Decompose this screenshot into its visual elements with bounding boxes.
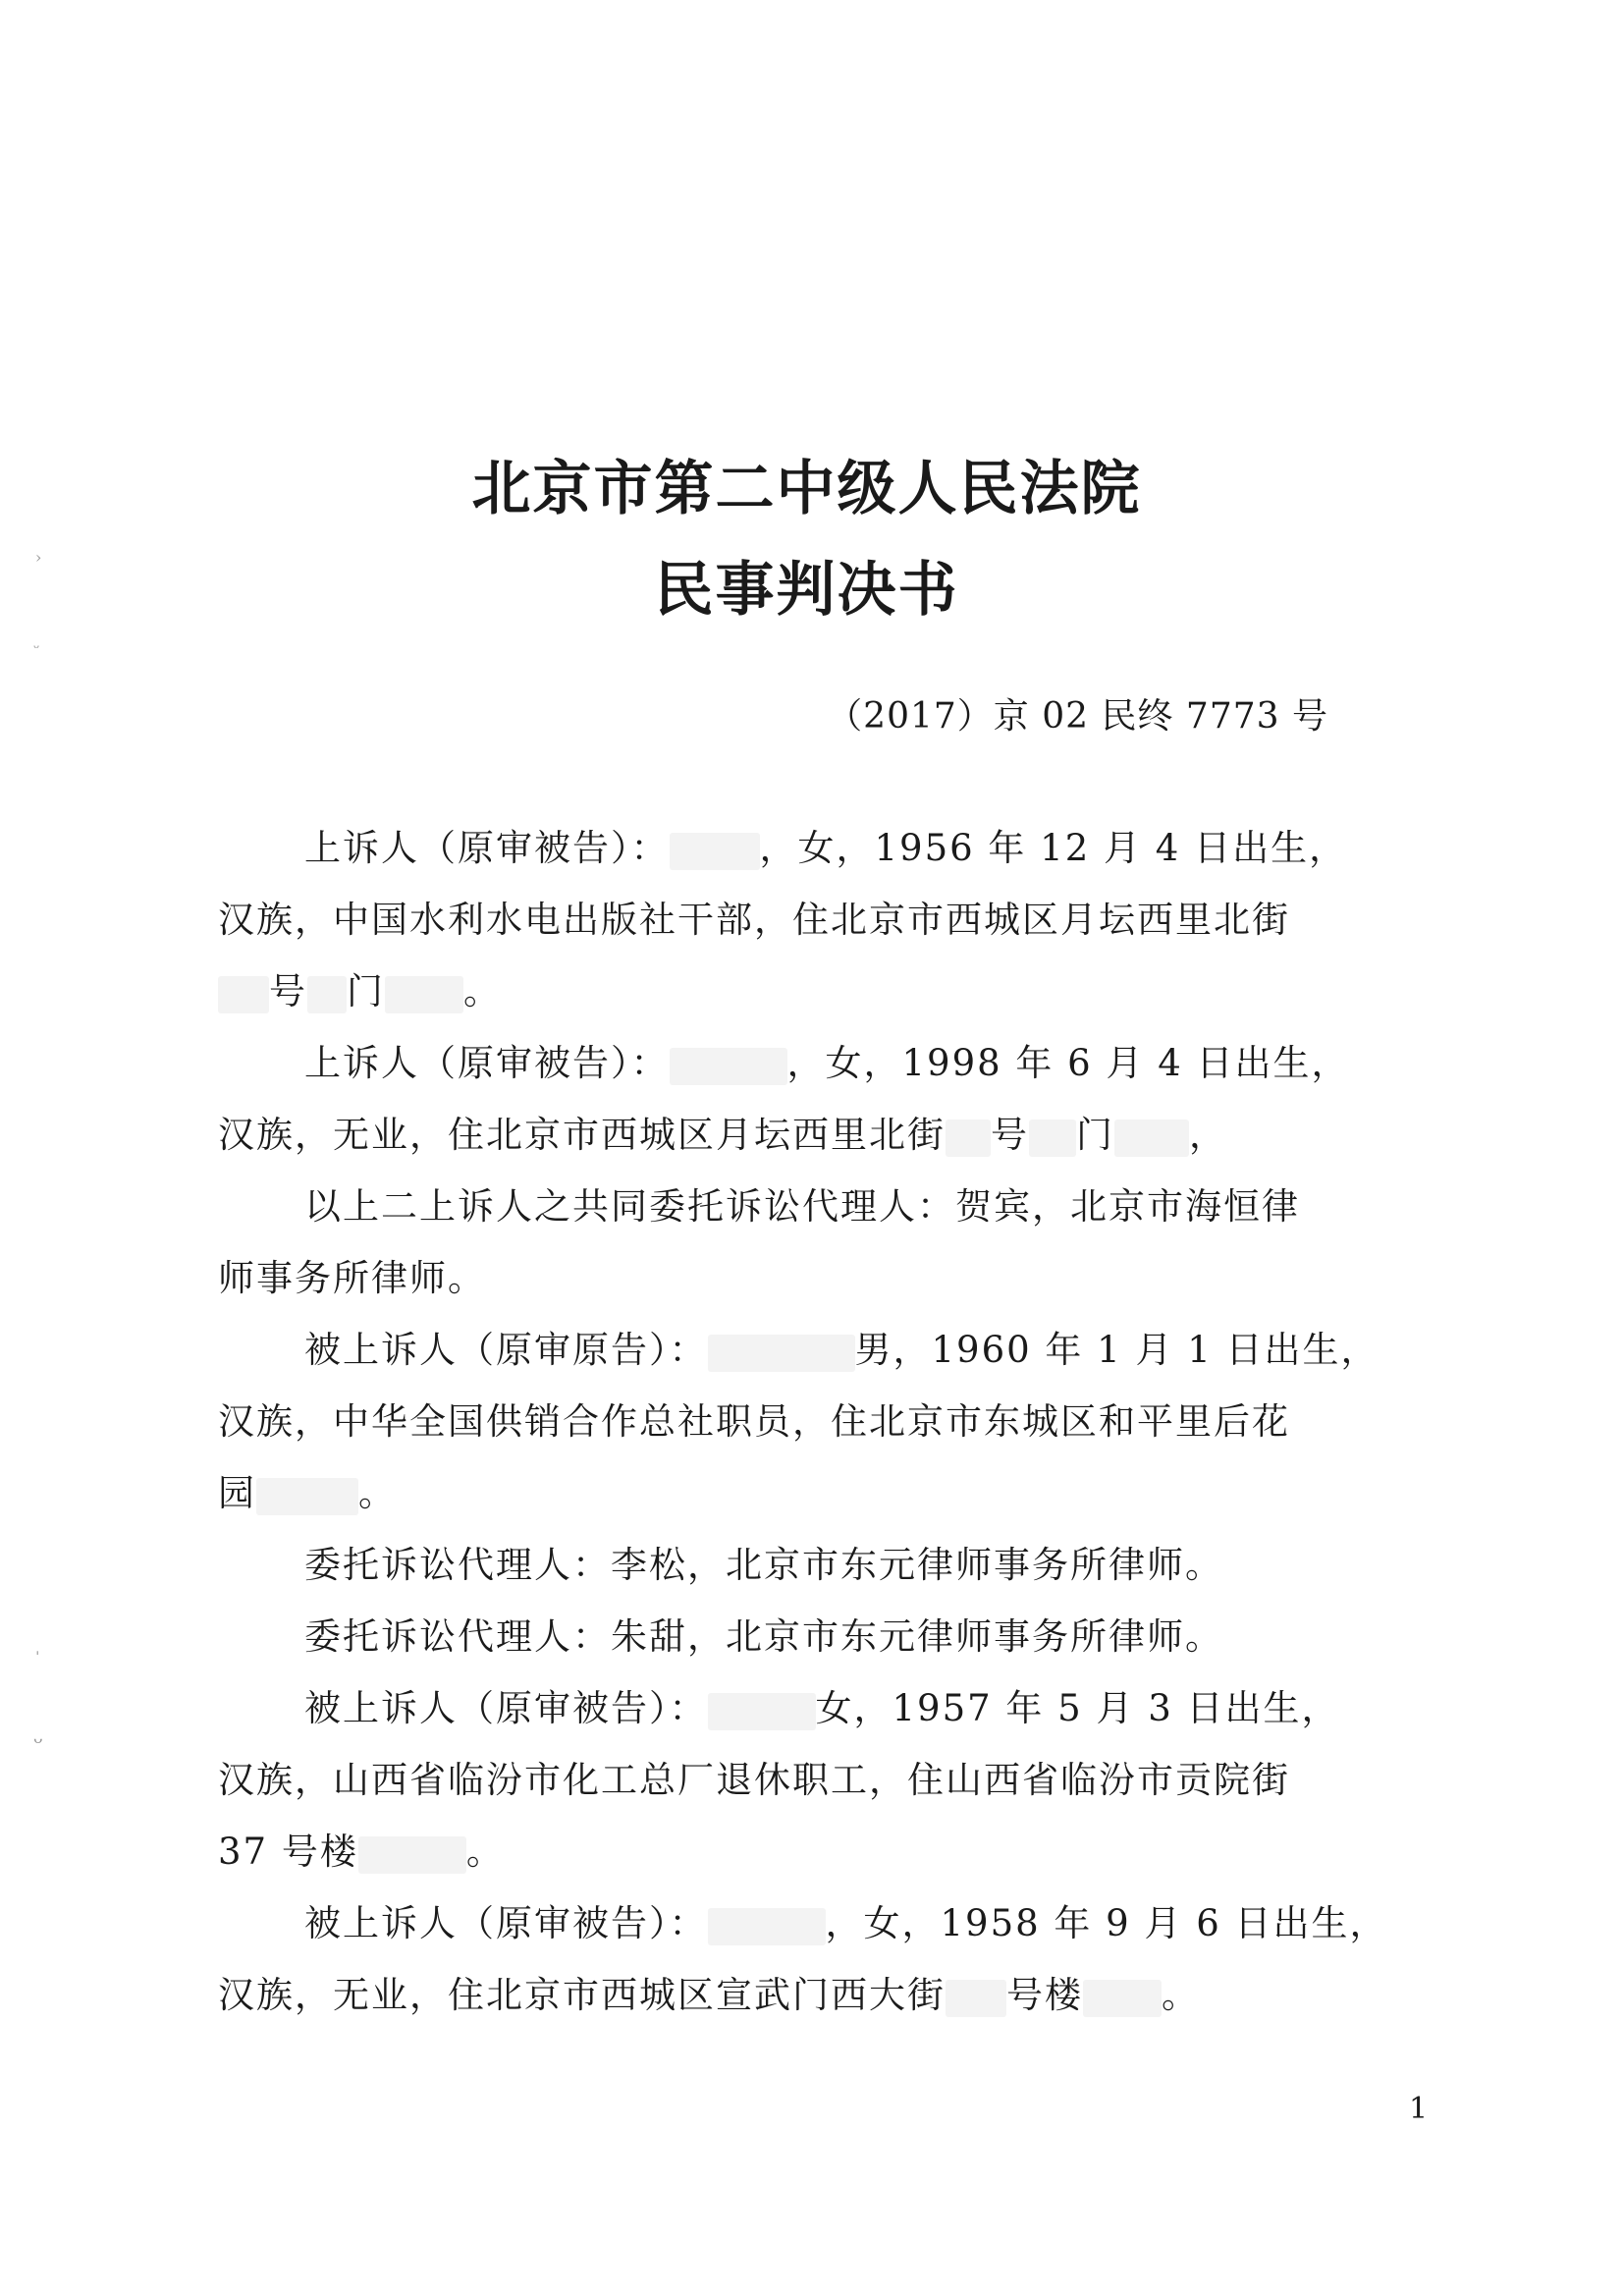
address-fragment: 。 <box>465 1831 505 1873</box>
redacted-name <box>708 1335 855 1372</box>
party-details: ，女，1956 年 12 月 4 日出生， <box>759 827 1348 869</box>
party-line <box>218 884 1416 956</box>
page-number: 1 <box>1409 2092 1429 2126</box>
redacted-address-part <box>256 1478 358 1515</box>
party-role-label: 被上诉人（原审原告）： <box>304 1329 708 1371</box>
party-line <box>218 1099 1416 1171</box>
redacted-address-part <box>946 1980 1006 2017</box>
party-line <box>218 1457 1416 1529</box>
party-line <box>218 956 1416 1027</box>
scan-artifact-mark: ᴗ <box>33 1728 43 1747</box>
party-details: ，女，1998 年 6 月 4 日出生， <box>786 1042 1350 1084</box>
agent-info: 以上二上诉人之共同委托诉讼代理人：贺宾，北京市海恒律 <box>304 1185 1300 1228</box>
party-line <box>218 1529 1416 1601</box>
redacted-address-part <box>385 976 463 1013</box>
scan-artifact-mark: › <box>35 548 42 567</box>
case-number: （2017）京 02 民终 7773 号 <box>827 696 1328 737</box>
redacted-name <box>708 1908 826 1945</box>
redacted-name <box>670 833 760 870</box>
party-role-label: 上诉人（原审被告）： <box>304 827 670 869</box>
redacted-address-part <box>1029 1120 1076 1157</box>
party-address: 汉族，无业，住北京市西城区宣武门西大街 <box>218 1974 946 2016</box>
address-fragment: 号楼 <box>1006 1974 1083 2016</box>
address-fragment: 门 <box>347 970 385 1012</box>
redacted-address-part <box>946 1120 991 1157</box>
redacted-name <box>708 1693 816 1730</box>
party-line <box>218 1959 1416 2031</box>
party-line <box>218 1887 1416 1959</box>
address-fragment: 。 <box>463 970 502 1012</box>
address-fragment: 。 <box>358 1472 397 1514</box>
scan-artifact-mark: ᵕ <box>33 638 40 657</box>
party-details: 女，1957 年 5 月 3 日出生， <box>815 1687 1340 1729</box>
address-fragment: 号 <box>269 970 307 1012</box>
party-line <box>218 1242 1416 1314</box>
redacted-address-part <box>1114 1120 1189 1157</box>
party-address: 汉族，无业，住北京市西城区月坛西里北街 <box>218 1114 946 1156</box>
agent-info: 委托诉讼代理人：朱甜，北京市东元律师事务所律师。 <box>304 1615 1223 1658</box>
agent-info: 师事务所律师。 <box>218 1257 486 1299</box>
document-type-heading: 民事判决书 <box>654 556 959 625</box>
address-fragment: 。 <box>1162 1974 1200 2016</box>
party-information-section <box>218 812 1416 2031</box>
redacted-name <box>670 1048 787 1085</box>
party-role-label: 被上诉人（原审被告）： <box>304 1902 708 1944</box>
address-fragment: 号 <box>991 1114 1029 1156</box>
redacted-address-part <box>218 976 269 1013</box>
party-line <box>218 1672 1416 1744</box>
agent-info: 委托诉讼代理人：李松，北京市东元律师事务所律师。 <box>304 1544 1223 1586</box>
party-line <box>218 1314 1416 1386</box>
party-details: ，女，1958 年 9 月 6 日出生， <box>825 1902 1388 1944</box>
party-line <box>218 1386 1416 1457</box>
scan-artifact-mark: ˌ <box>35 1638 40 1657</box>
address-fragment: 门 <box>1076 1114 1114 1156</box>
address-fragment: ， <box>1189 1114 1227 1156</box>
party-address: 汉族，中国水利水电出版社干部，住北京市西城区月坛西里北街 <box>218 899 1290 941</box>
party-line <box>218 1816 1416 1887</box>
party-role-label: 被上诉人（原审被告）： <box>304 1687 708 1729</box>
party-line <box>218 1601 1416 1672</box>
party-details: 男，1960 年 1 月 1 日出生， <box>854 1329 1380 1371</box>
party-address: 汉族，山西省临汾市化工总厂退休职工，住山西省临汾市贡院街 <box>218 1759 1290 1801</box>
redacted-address-part <box>358 1836 466 1874</box>
party-line <box>218 1171 1416 1242</box>
redacted-address-part <box>307 976 347 1013</box>
party-line <box>218 812 1416 884</box>
court-name-heading: 北京市第二中级人民法院 <box>471 455 1142 523</box>
address-fragment: 园 <box>218 1472 256 1514</box>
party-line <box>218 1744 1416 1816</box>
party-role-label: 上诉人（原审被告）： <box>304 1042 670 1084</box>
address-fragment: 37 号楼 <box>218 1831 358 1873</box>
party-line <box>218 1027 1416 1099</box>
redacted-address-part <box>1083 1980 1162 2017</box>
party-address: 汉族，中华全国供销合作总社职员，住北京市东城区和平里后花 <box>218 1400 1290 1443</box>
